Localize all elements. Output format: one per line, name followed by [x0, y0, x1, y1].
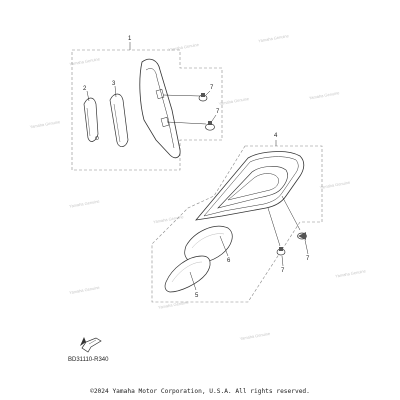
- watermark: Yamaha Genuine: [308, 90, 340, 101]
- leader-line-7c: [305, 240, 308, 254]
- front-direction-arrow-icon: [80, 337, 101, 352]
- leader-line-7d: [282, 256, 283, 266]
- reference-code: BD31110-R340: [68, 357, 109, 363]
- watermark: Yamaha Genuine: [167, 41, 200, 53]
- part-6-inner-lens: [185, 226, 233, 263]
- watermark: Yamaha Genuine: [68, 56, 101, 67]
- watermark: Yamaha Genuine: [29, 119, 61, 130]
- callout-7c: 7: [306, 256, 310, 262]
- watermark: Yamaha Genuine: [68, 198, 100, 209]
- callout-7b: 7: [216, 109, 220, 115]
- watermark: Yamaha Genuine: [239, 330, 271, 342]
- part-2-trim-strip: [84, 98, 99, 141]
- watermark: Yamaha Genuine: [218, 95, 250, 107]
- watermark: Yamaha Genuine: [68, 284, 100, 296]
- side-cover-panel: [140, 59, 180, 158]
- frame-panel: [196, 152, 304, 220]
- part-5-outer-lens: [165, 256, 210, 292]
- fastener-7-right: [282, 196, 307, 240]
- callout-6: 6: [227, 258, 231, 264]
- watermark: Yamaha Genuine: [319, 179, 351, 190]
- copyright-notice: ©2024 Yamaha Motor Corporation, U.S.A. All rights reserved.: [90, 388, 310, 395]
- watermark-layer: [20, 16, 380, 370]
- watermark: Yamaha Genuine: [334, 268, 367, 279]
- watermark: Yamaha Genuine: [257, 33, 290, 44]
- callout-7a: 7: [210, 85, 214, 91]
- leader-line-7a: [206, 91, 210, 95]
- callout-2: 2: [83, 86, 87, 92]
- fastener-7-bottom: [268, 208, 285, 255]
- watermark: Yamaha Genuine: [152, 214, 184, 225]
- callout-7d: 7: [281, 268, 285, 274]
- callout-4: 4: [274, 133, 278, 139]
- callout-5: 5: [195, 293, 199, 299]
- watermark: Yamaha Genuine: [157, 299, 189, 310]
- fastener-7-upper: [163, 93, 207, 101]
- callout-1: 1: [128, 36, 132, 42]
- callout-3: 3: [112, 81, 116, 87]
- part-3-trim-strip: [110, 94, 128, 147]
- leader-line-7b: [212, 115, 216, 121]
